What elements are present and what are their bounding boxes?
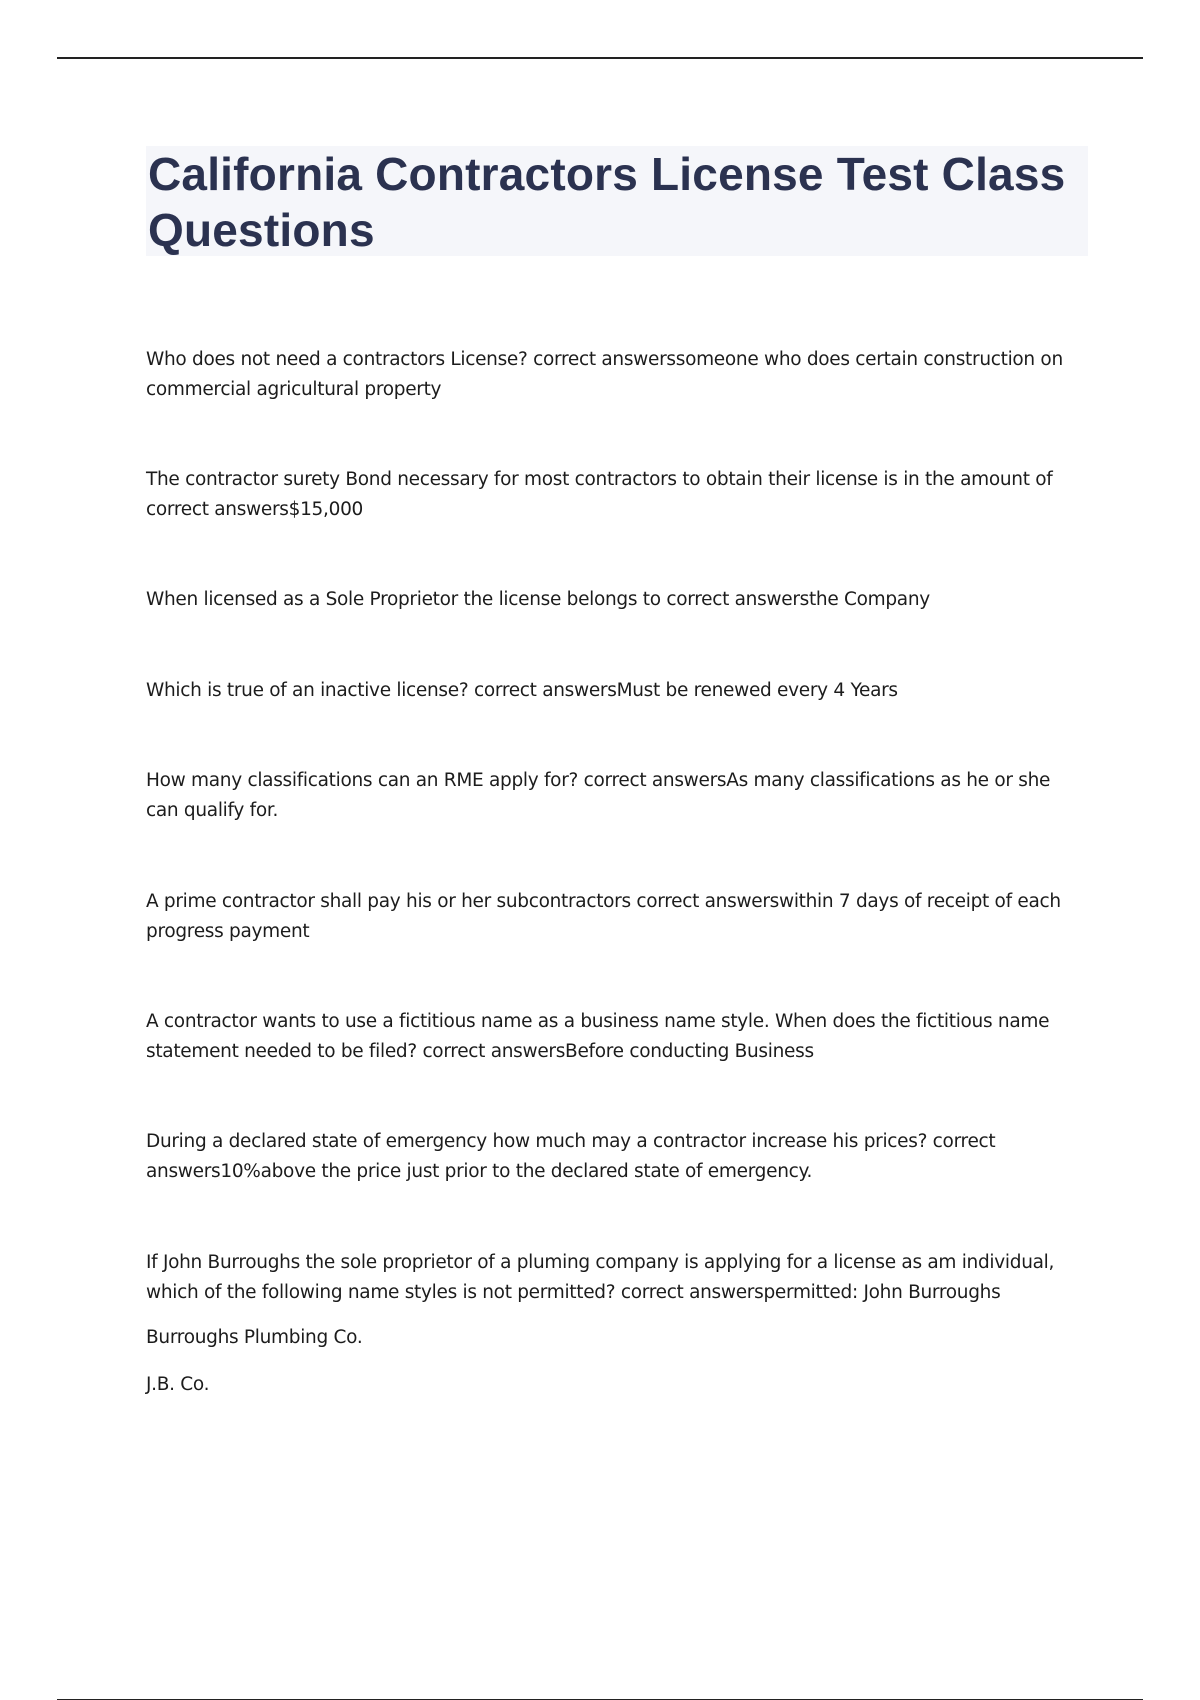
title-block <box>146 146 1088 256</box>
answer-line-2: J.B. Co. <box>146 1374 210 1395</box>
answer-line-1: Burroughs Plumbing Co. <box>146 1327 363 1348</box>
qa-item-9: If John Burroughs the sole proprietor of a pluming company is applying for a license as am individual, which of the following name styles is not permitted? correct answerspermitted: John Burroughs <box>146 1252 1055 1303</box>
top-rule <box>57 57 1143 59</box>
qa-item-5: How many classifications can an RME apply for? correct answersAs many classifications as he or she can qualify for. <box>146 770 1051 821</box>
document-title: California Contractors License Test Class Questions <box>148 148 1066 256</box>
qa-item-3: When licensed as a Sole Proprietor the license belongs to correct answersthe Company <box>146 589 930 610</box>
qa-item-4: Which is true of an inactive license? correct answersMust be renewed every 4 Years <box>146 680 898 701</box>
qa-item-8: During a declared state of emergency how much may a contractor increase his prices? correct answers10%above the price just prior to the declared state of emergency. <box>146 1131 996 1182</box>
qa-item-1: Who does not need a contractors License? correct answerssomeone who does certain construction on commercial agricultural property <box>146 349 1063 400</box>
qa-item-7: A contractor wants to use a fictitious name as a business name style. When does the fictitious name statement needed to be filed? correct answersBefore conducting Business <box>146 1011 1050 1062</box>
qa-item-6: A prime contractor shall pay his or her subcontractors correct answerswithin 7 days of receipt of each progress payment <box>146 891 1061 942</box>
qa-item-2: The contractor surety Bond necessary for most contractors to obtain their license is in the amount of correct answers$15,000 <box>146 469 1053 520</box>
